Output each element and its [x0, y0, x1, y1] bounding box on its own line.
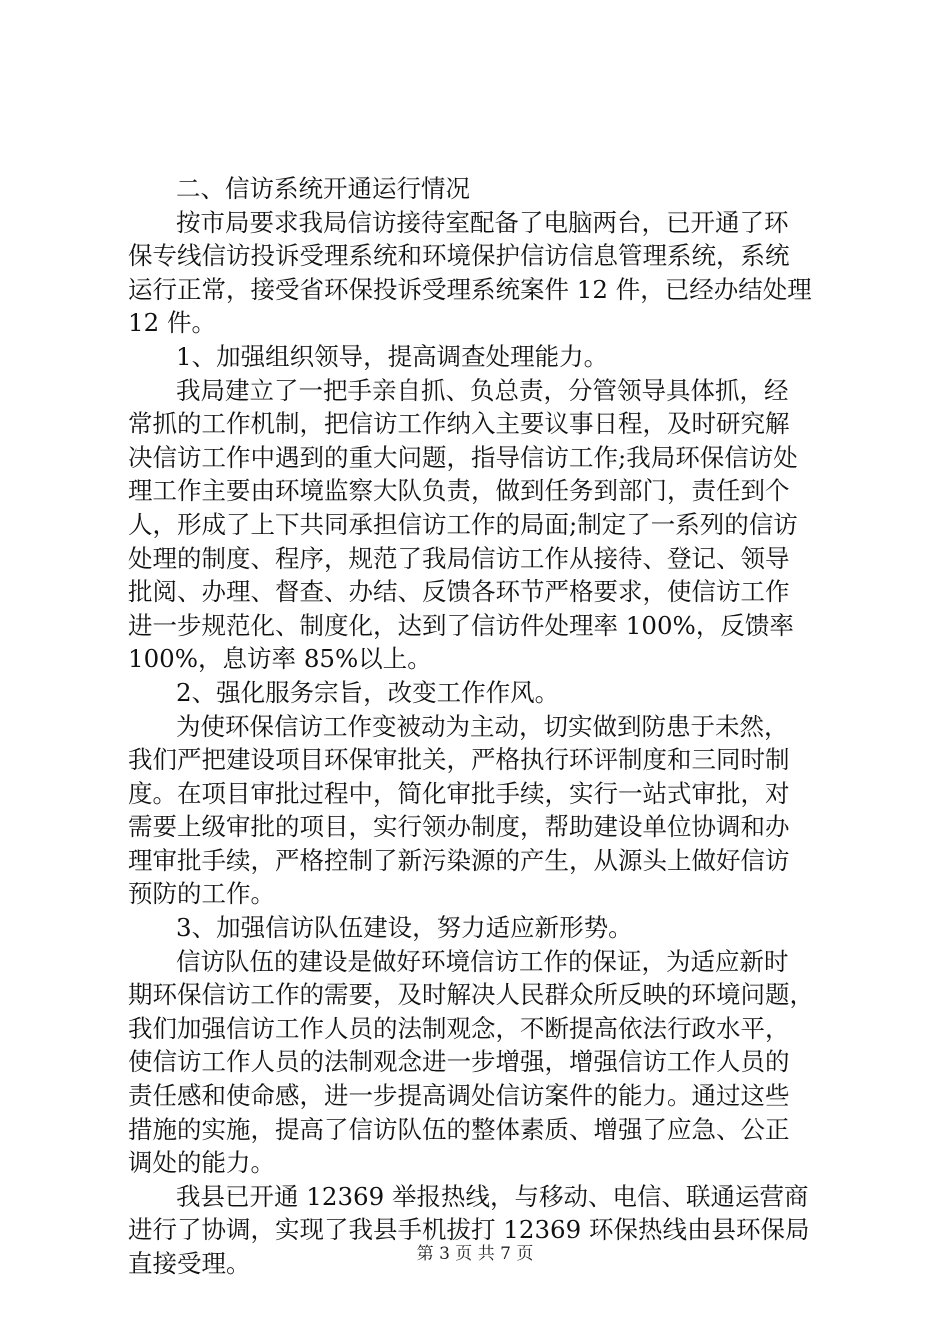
document-line: 措施的实施，提高了信访队伍的整体素质、增强了应急、公正: [128, 1114, 790, 1144]
document-line: 度。在项目审批过程中，简化审批手续，实行一站式审批，对: [128, 778, 790, 808]
document-line: 100%，息访率 85%以上。: [128, 644, 432, 674]
document-line: 期环保信访工作的需要，及时解决人民群众所反映的环境问题，: [128, 980, 814, 1010]
document-body: [128, 172, 836, 1281]
document-line: 人，形成了上下共同承担信访工作的局面;制定了一系列的信访: [128, 509, 798, 539]
document-line: 保专线信访投诉受理系统和环境保护信访信息管理系统，系统: [128, 241, 790, 271]
document-line: 我局建立了一把手亲自抓、负总责，分管领导具体抓，经: [176, 375, 789, 405]
page-number-footer: 第 3 页 共 7 页: [416, 1244, 534, 1264]
document-line: 预防的工作。: [128, 879, 275, 909]
document-line: 责任感和使命感，进一步提高调处信访案件的能力。通过这些: [128, 1081, 790, 1111]
document-line: 按市局要求我局信访接待室配备了电脑两台，已开通了环: [176, 207, 789, 237]
document-line: 进行了协调，实现了我县手机拔打 12369 环保热线由县环保局: [128, 1215, 810, 1245]
document-line: 3、加强信访队伍建设，努力适应新形势。: [176, 913, 633, 943]
document-line: 进一步规范化、制度化，达到了信访件处理率 100%，反馈率: [128, 610, 794, 640]
document-line: 使信访工作人员的法制观念进一步增强，增强信访工作人员的: [128, 1047, 790, 1077]
document-line: 需要上级审批的项目，实行领办制度，帮助建设单位协调和办: [128, 812, 790, 842]
document-line: 1、加强组织领导，提高调查处理能力。: [176, 341, 609, 371]
document-line: 我们严把建设项目环保审批关，严格执行环评制度和三同时制: [128, 745, 790, 775]
document-line: 二、信访系统开通运行情况: [176, 174, 470, 203]
document-line: 12 件。: [128, 308, 216, 338]
document-line: 为使环保信访工作变被动为主动，切实做到防患于未然，: [176, 711, 789, 741]
document-line: 运行正常，接受省环保投诉受理系统案件 12 件，已经办结处理: [128, 274, 812, 304]
document-line: 信访队伍的建设是做好环境信访工作的保证，为适应新时: [176, 946, 789, 976]
document-line: 理审批手续，严格控制了新污染源的产生，从源头上做好信访: [128, 845, 790, 875]
document-line: 我们加强信访工作人员的法制观念，不断提高依法行政水平，: [128, 1013, 790, 1043]
document-line: 我县已开通 12369 举报热线，与移动、电信、联通运营商: [176, 1181, 809, 1211]
document-line: 调处的能力。: [128, 1148, 275, 1178]
document-line: 常抓的工作机制，把信访工作纳入主要议事日程，及时研究解: [128, 409, 790, 439]
document-line: 理工作主要由环境监察大队负责，做到任务到部门，责任到个: [128, 476, 790, 506]
document-line: 处理的制度、程序，规范了我局信访工作从接待、登记、领导: [128, 543, 790, 573]
document-line: 决信访工作中遇到的重大问题，指导信访工作;我局环保信访处: [128, 442, 798, 472]
document-line: 2、强化服务宗旨，改变工作作风。: [176, 677, 560, 707]
document-line: 直接受理。: [128, 1249, 251, 1278]
document-line: 批阅、办理、督查、办结、反馈各环节严格要求，使信访工作: [128, 577, 790, 607]
